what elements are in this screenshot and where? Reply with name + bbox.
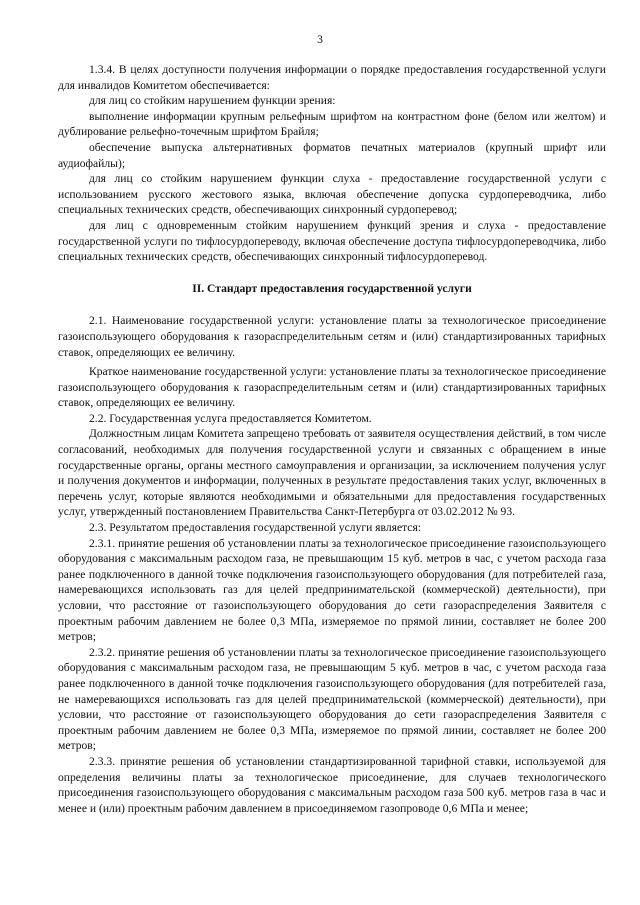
paragraph-2-3: 2.3. Результатом предоставления государственной услуги является: [89, 521, 422, 535]
paragraph-short-name: Краткое наименование государственной услуги: установление платы за технологическое присоединение газоиспользующего оборудования к газораспределительным сетям и (или) стандартизированных тарифных ставок, определяющих ее величину. [58, 365, 606, 410]
paragraph-2-3-2: 2.3.2. принятие решения об установлении платы за технологическое присоединение газоиспользующего оборудования с максимальным расходом газа, не превышающим 5 куб. метров в час, с учетом расхода газа ранее подключенного в данной точке подключения газоиспользующего оборудования (для потребителей газа, не намеревающихся использовать газ для целей предпринимательской (коммерческой) деятельности), при условии, что расстояние от газоиспользующего оборудования до сети газораспределения Заявителя с проектным рабочим давлением не более 0,3 МПа, измеряемое по прямой линии, составляет не более 200 метров; [58, 645, 606, 753]
page-number: 3 [317, 33, 323, 46]
paragraph-deafblind: для лиц с одновременным стойким нарушением функций зрения и слуха - предоставление государственной услуги по тифлосурдопереводу, включая обеспечение доступа тифлосурдопереводчика, либо специальных технических средств, обеспечивающих синхронный тифлосурдоперевод. [58, 218, 606, 264]
paragraph-1-3-4: 1.3.4. В целях доступности получения информации о порядке предоставления государственной услуги для инвалидов Комитетом обеспечивается: [58, 63, 606, 92]
paragraph-hearing: для лиц со стойким нарушением функции слуха - предоставление государственной услуги с использованием русского жестового языка, включая обеспечение допуска сурдопереводчика, либо специальных технических средств, обеспечивающих синхронный сурдоперевод; [58, 172, 606, 217]
paragraph-braille: выполнение информации крупным рельефным шрифтом на контрастном фоне (белом или желтом) и дублирование рельефно-точечным шрифтом Брайля; [58, 109, 606, 139]
page-content [58, 62, 606, 816]
section-2-heading: II. Стандарт предоставления государственной услуги [192, 281, 472, 295]
paragraph-2-2: 2.2. Государственная услуга предоставляется Комитетом. [89, 411, 372, 425]
paragraph-vision-heading: для лиц со стойким нарушением функции зрения: [89, 94, 336, 108]
paragraph-prohibition: Должностным лицам Комитета запрещено требовать от заявителя осуществления действий, в том числе согласований, необходимых для получения государственной услуги и связанных с обращением в иные государственные органы, органы местного самоуправления и организации, за исключением получения услуг и получения документов и информации, полученных в результате предоставления таких услуг, включенных в перечень услуг, которые являются необходимыми и обязательными для предоставления государственных услуг, утвержденный постановлением Правительства Санкт-Петербурга от 03.02.2012 № 93. [58, 427, 606, 519]
paragraph-2-1: 2.1. Наименование государственной услуги: установление платы за технологическое присоединение газоиспользующего оборудования к газораспределительным сетям и (или) стандартизированных тарифных ставок, определяющих ее величину. [58, 314, 606, 359]
paragraph-2-3-1: 2.3.1. принятие решения об установлении платы за технологическое присоединение газоиспользующего оборудования с максимальным расходом газа, не превышающим 15 куб. метров в час, с учетом расхода газа ранее подключенного в данной точке подключения газоиспользующего оборудования (для потребителей газа, намеревающихся использовать газ для целей предпринимательской (коммерческой) деятельности), при условии, что расстояние от газоиспользующего оборудования до сети газораспределения Заявителя с проектным рабочим давлением не более 0,3 МПа, измеряемое по прямой линии, составляет не более 200 метров; [58, 536, 606, 644]
paragraph-alt-formats: обеспечение выпуска альтернативных форматов печатных материалов (крупный шрифт или аудиофайлы); [58, 140, 606, 170]
paragraph-2-3-3: 2.3.3. принятие решения об установлении стандартизированной тарифной ставки, используемой для определения величины платы за технологическое присоединение, для случаев технологического присоединения газоиспользующего оборудования с максимальным расходом газа 500 куб. метров газа в час и менее и (или) проектным рабочим давлением в присоединяемом газопроводе 0,6 МПа и менее; [58, 754, 606, 815]
